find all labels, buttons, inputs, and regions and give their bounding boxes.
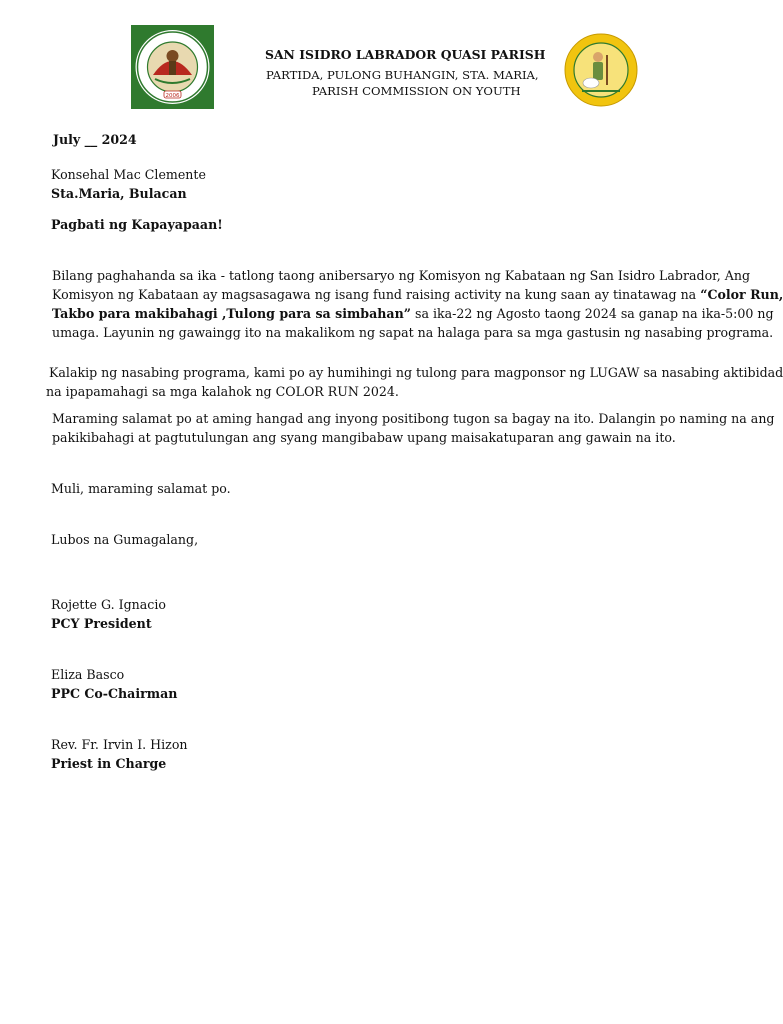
parish-seal-logo xyxy=(131,25,214,109)
pcy-seal-logo xyxy=(564,33,638,107)
paragraph-1-line-3-text: sa ika-22 ng Agosto taong 2024 sa ganap na ika-5:00 ng xyxy=(411,306,774,321)
greeting: Pagbati ng Kapayapaan! xyxy=(51,217,223,232)
paragraph-3-line-1: Maraming salamat po at aming hangad ang inyong positibong tugon sa bagay na ito. Dalangin po naming na ang xyxy=(52,411,775,426)
parish-title: SAN ISIDRO LABRADOR QUASI PARISH xyxy=(265,47,546,62)
signatory-1-name: Rojette G. Ignacio xyxy=(51,597,166,612)
paragraph-3 xyxy=(52,409,775,447)
paragraph-1-line-3 xyxy=(52,304,774,323)
paragraph-3-line-2: pakikibahagi at pagtutulungan ang syang mangibabaw upang maisakatuparan ang gawain na ito. xyxy=(52,430,676,445)
paragraph-1-line-2 xyxy=(52,285,783,304)
paragraph-2 xyxy=(46,363,783,401)
signatory-2-title: PPC Co-Chairman xyxy=(51,686,178,701)
paragraph-1-line-1: Bilang paghahanda sa ika - tatlong taong anibersaryo ng Komisyon ng Kabataan ng San Isidro Labrador, Ang xyxy=(52,268,751,283)
recipient-name: Konsehal Mac Clemente xyxy=(51,167,206,182)
pcy-seal-icon xyxy=(564,33,638,107)
paragraph-1-line-2-text: Komisyon ng Kabataan ay magsasagawa ng isang fund raising activity na kung saan ay tinatawag na xyxy=(52,287,701,302)
parish-address: PARTIDA, PULONG BUHANGIN, STA. MARIA, xyxy=(266,68,539,82)
parish-seal-icon xyxy=(131,25,214,109)
letter-date: July __ 2024 xyxy=(53,132,137,147)
event-name-end: Takbo para makibahagi ,Tulong para sa simbahan” xyxy=(52,306,411,321)
event-name-start: “Color Run, xyxy=(700,287,783,302)
signatory-1-title: PCY President xyxy=(51,616,152,631)
recipient-place: Sta.Maria, Bulacan xyxy=(51,186,187,201)
paragraph-2-line-2: na ipapamahagi sa mga kalahok ng COLOR RUN 2024. xyxy=(46,384,399,399)
paragraph-1-line-4: umaga. Layunin ng gawaingg ito na makalikom ng sapat na halaga para sa mga gastusin ng nasabing programa. xyxy=(52,325,774,340)
commission-name: PARISH COMMISSION ON YOUTH xyxy=(312,84,521,98)
thanks-line: Muli, maraming salamat po. xyxy=(51,481,231,496)
paragraph-2-line-1: Kalakip ng nasabing programa, kami po ay humihingi ng tulong para magponsor ng LUGAW sa nasabing aktibidad xyxy=(49,365,783,380)
seal-year: 2006 xyxy=(165,93,180,99)
paragraph-1 xyxy=(52,266,783,342)
signatory-3-name: Rev. Fr. Irvin I. Hizon xyxy=(51,737,188,752)
signatory-3-title: Priest in Charge xyxy=(51,756,167,771)
signatory-2-name: Eliza Basco xyxy=(51,667,125,682)
closing-line: Lubos na Gumagalang, xyxy=(51,532,199,547)
